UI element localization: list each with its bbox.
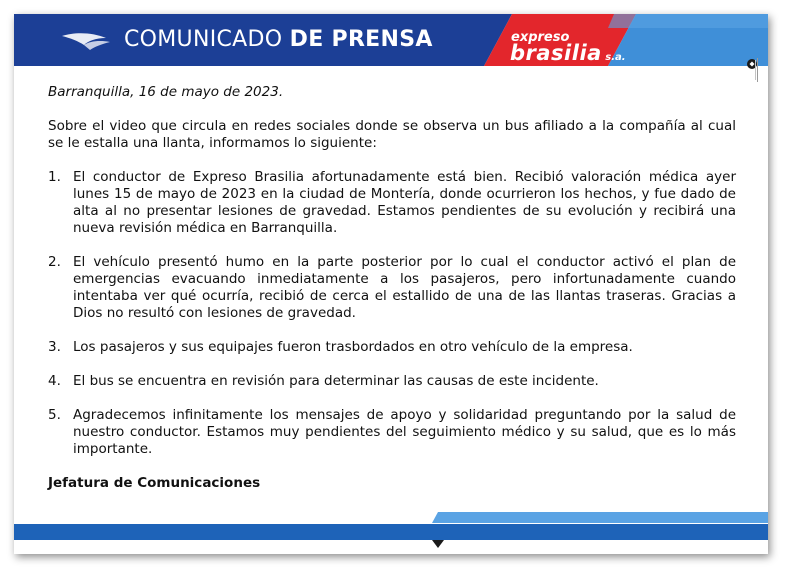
numbered-points	[48, 169, 736, 458]
list-item-number: 2.	[48, 254, 61, 270]
brand-logo	[510, 41, 626, 65]
header-title	[124, 27, 433, 52]
logo-expreso-text: expreso	[511, 30, 570, 45]
list-item	[48, 407, 736, 458]
logo-brasilia-text: brasilia	[510, 41, 602, 65]
logo-suffix-text: s.a.	[601, 52, 626, 63]
press-release-sheet	[14, 14, 768, 554]
list-item	[48, 373, 736, 390]
list-item	[48, 339, 736, 356]
list-item-text: Los pasajeros y sus equipajes fueron trasbordados en otro vehículo de la empresa.	[73, 339, 633, 355]
list-item-number: 4.	[48, 373, 61, 389]
letter-body	[48, 84, 736, 492]
vigilado-seal-icon	[744, 58, 760, 82]
header-banner	[14, 14, 768, 66]
list-item	[48, 254, 736, 322]
list-item-text: Agradecemos infinitamente los mensajes de apoyo y solidaridad preguntando por la salud de nuestro conductor. Estamos muy pendientes del seguimiento médico y su salud, que es lo más importante.	[73, 407, 736, 457]
list-item-number: 3.	[48, 339, 61, 355]
header-title-bold: DE PRENSA	[289, 27, 433, 52]
signature: Jefatura de Comunicaciones	[48, 475, 261, 491]
list-item-number: 1.	[48, 169, 61, 185]
list-item-text: El conductor de Expreso Brasilia afortunadamente está bien. Recibió valoración médica ayer lunes 15 de mayo de 2023 en la ciudad de Montería, donde ocurrieron los hechos, y fue dado de alta al no presentar lesiones de gravedad. Estamos pendientes de su evolución y recibirá una nueva revisión médica en Barranquilla.	[73, 169, 736, 236]
list-item-text: El bus se encuentra en revisión para determinar las causas de este incidente.	[73, 373, 599, 389]
list-item-text: El vehículo presentó humo en la parte posterior por lo cual el conductor activó el plan de emergencias evacuando inmediatamente a los pasajeros, pero infortunadamente cuando intentaba ver qué ocurría, recibió de cerca el estallido de una de las llantas traseras. Gracias a Dios no resultó con lesiones de gravedad.	[73, 254, 736, 321]
dateline: Barranquilla, 16 de mayo de 2023.	[48, 84, 284, 100]
footer-stripes	[14, 510, 768, 554]
list-item	[48, 169, 736, 237]
intro-paragraph: Sobre el video que circula en redes sociales donde se observa un bus afiliado a la compañía al cual se le estalla una llanta, informamos lo siguiente:	[48, 118, 736, 151]
header-title-light: COMUNICADO	[124, 27, 290, 52]
list-item-number: 5.	[48, 407, 61, 423]
